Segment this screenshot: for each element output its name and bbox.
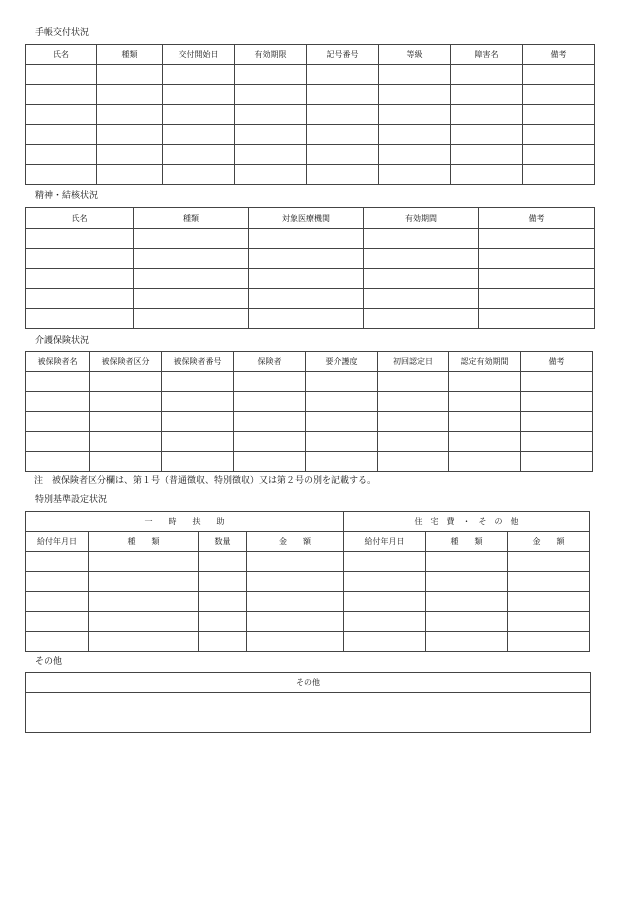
tokubetsu-cell[interactable]: [26, 552, 89, 572]
tokubetsu-cell[interactable]: [89, 572, 199, 592]
kaigo-header-cell: 初回認定日: [378, 352, 449, 372]
techo-cell[interactable]: [26, 125, 97, 145]
table-row: [26, 145, 595, 165]
table-row: [26, 85, 595, 105]
kaigo-header-cell: 被保険者区分: [90, 352, 162, 372]
tokubetsu-cell[interactable]: [344, 592, 426, 612]
kaigo-cell[interactable]: [449, 392, 521, 412]
techo-cell[interactable]: [235, 85, 307, 105]
techo-cell[interactable]: [451, 145, 523, 165]
tokubetsu-cell[interactable]: [426, 552, 508, 572]
seishin-cell[interactable]: [134, 289, 249, 309]
kaigo-cell[interactable]: [234, 392, 306, 412]
kaigo-cell[interactable]: [449, 432, 521, 452]
techo-cell[interactable]: [163, 65, 235, 85]
seishin-header-cell: 種類: [134, 208, 249, 229]
techo-table: [25, 44, 595, 185]
sonota-header: その他: [26, 673, 591, 693]
techo-cell[interactable]: [307, 105, 379, 125]
table-row: [26, 612, 590, 632]
techo-cell[interactable]: [523, 85, 595, 105]
kaigo-cell[interactable]: [234, 372, 306, 392]
techo-header-cell: 種類: [97, 45, 163, 65]
sonota-table: [25, 672, 591, 733]
kaigo-cell[interactable]: [90, 452, 162, 472]
kaigo-cell[interactable]: [449, 412, 521, 432]
techo-cell[interactable]: [307, 145, 379, 165]
kaigo-cell[interactable]: [234, 412, 306, 432]
tokubetsu-cell[interactable]: [344, 552, 426, 572]
kaigo-cell[interactable]: [449, 372, 521, 392]
kaigo-cell[interactable]: [306, 432, 378, 452]
techo-cell[interactable]: [379, 145, 451, 165]
tokubetsu-cell[interactable]: [426, 612, 508, 632]
techo-cell[interactable]: [523, 65, 595, 85]
techo-cell[interactable]: [451, 65, 523, 85]
techo-header-cell: 交付開始日: [163, 45, 235, 65]
kaigo-cell[interactable]: [306, 372, 378, 392]
kaigo-cell[interactable]: [521, 392, 593, 412]
tokubetsu-cell[interactable]: [247, 632, 344, 652]
table-row: [26, 125, 595, 145]
kaigo-cell[interactable]: [378, 432, 449, 452]
kaigo-cell[interactable]: [306, 412, 378, 432]
kaigo-cell[interactable]: [378, 392, 449, 412]
techo-cell[interactable]: [26, 65, 97, 85]
kaigo-cell[interactable]: [521, 452, 593, 472]
kaigo-cell[interactable]: [162, 392, 234, 412]
kaigo-cell[interactable]: [162, 412, 234, 432]
seishin-cell[interactable]: [26, 229, 134, 249]
kaigo-cell[interactable]: [162, 372, 234, 392]
kaigo-cell[interactable]: [234, 432, 306, 452]
kaigo-note: 注 被保険者区分欄は、第１号（普通徴収、特別徴収）又は第２号の別を記載する。: [34, 476, 377, 486]
tokubetsu-cell[interactable]: [508, 592, 590, 612]
table-row: [26, 592, 590, 612]
techo-cell[interactable]: [235, 145, 307, 165]
tokubetsu-cell[interactable]: [247, 592, 344, 612]
seishin-table: [25, 207, 595, 329]
kaigo-cell[interactable]: [26, 392, 90, 412]
table-row: [26, 392, 593, 412]
techo-header-cell: 等級: [379, 45, 451, 65]
techo-cell[interactable]: [163, 165, 235, 185]
techo-header-cell: 障害名: [451, 45, 523, 65]
techo-cell[interactable]: [379, 165, 451, 185]
table-row: [26, 105, 595, 125]
techo-cell[interactable]: [26, 85, 97, 105]
kaigo-cell[interactable]: [90, 412, 162, 432]
tokubetsu-group-row: [26, 512, 590, 532]
techo-cell[interactable]: [379, 105, 451, 125]
tokubetsu-cell[interactable]: [508, 632, 590, 652]
sonota-title: その他: [35, 657, 63, 667]
tokubetsu-header-cell: 数量: [199, 532, 247, 552]
kaigo-cell[interactable]: [306, 392, 378, 412]
kaigo-header-cell: 被保険者名: [26, 352, 90, 372]
group-jutakuhi-sonota: 住 宅 費 ・ そ の 他: [344, 512, 590, 532]
seishin-cell[interactable]: [364, 309, 479, 329]
tokubetsu-cell[interactable]: [508, 612, 590, 632]
kaigo-title: 介護保険状況: [35, 336, 90, 346]
tokubetsu-cell[interactable]: [247, 572, 344, 592]
tokubetsu-cell[interactable]: [344, 632, 426, 652]
seishin-cell[interactable]: [26, 289, 134, 309]
techo-cell[interactable]: [97, 65, 163, 85]
techo-cell[interactable]: [163, 85, 235, 105]
kaigo-cell[interactable]: [521, 432, 593, 452]
seishin-cell[interactable]: [134, 309, 249, 329]
seishin-cell[interactable]: [134, 249, 249, 269]
tokubetsu-cell[interactable]: [89, 632, 199, 652]
seishin-cell[interactable]: [134, 229, 249, 249]
techo-header-cell: 備考: [523, 45, 595, 65]
techo-header-cell: 記号番号: [307, 45, 379, 65]
table-row: [26, 572, 590, 592]
kaigo-cell[interactable]: [26, 432, 90, 452]
kaigo-header-cell: 被保険者番号: [162, 352, 234, 372]
tokubetsu-cell[interactable]: [199, 632, 247, 652]
techo-cell[interactable]: [97, 165, 163, 185]
tokubetsu-cell[interactable]: [199, 612, 247, 632]
techo-cell[interactable]: [235, 105, 307, 125]
techo-cell[interactable]: [451, 125, 523, 145]
tokubetsu-cell[interactable]: [508, 572, 590, 592]
techo-cell[interactable]: [451, 105, 523, 125]
tokubetsu-cell[interactable]: [508, 552, 590, 572]
techo-cell[interactable]: [307, 65, 379, 85]
tokubetsu-cell[interactable]: [426, 572, 508, 592]
tokubetsu-cell[interactable]: [199, 572, 247, 592]
kaigo-cell[interactable]: [162, 432, 234, 452]
techo-cell[interactable]: [26, 165, 97, 185]
tokubetsu-header-cell: 給付年月日: [26, 532, 89, 552]
tokubetsu-cell[interactable]: [26, 612, 89, 632]
seishin-cell[interactable]: [249, 309, 364, 329]
kaigo-cell[interactable]: [162, 452, 234, 472]
tokubetsu-cell[interactable]: [199, 552, 247, 572]
tokubetsu-cell[interactable]: [247, 552, 344, 572]
techo-cell[interactable]: [307, 165, 379, 185]
techo-cell[interactable]: [451, 85, 523, 105]
table-row: [26, 452, 593, 472]
seishin-cell[interactable]: [479, 269, 595, 289]
seishin-header-cell: 氏名: [26, 208, 134, 229]
seishin-cell[interactable]: [364, 269, 479, 289]
seishin-header-cell: 対象医療機関: [249, 208, 364, 229]
techo-cell[interactable]: [163, 145, 235, 165]
tokubetsu-cell[interactable]: [199, 592, 247, 612]
table-row: [26, 432, 593, 452]
seishin-cell[interactable]: [364, 249, 479, 269]
tokubetsu-cell[interactable]: [26, 632, 89, 652]
tokubetsu-header-cell: 金 額: [247, 532, 344, 552]
techo-cell[interactable]: [97, 125, 163, 145]
group-ichiji-fujo: 一 時 扶 助: [26, 512, 344, 532]
tokubetsu-cell[interactable]: [247, 612, 344, 632]
table-row: [26, 309, 595, 329]
seishin-cell[interactable]: [26, 249, 134, 269]
seishin-cell[interactable]: [479, 289, 595, 309]
tokubetsu-cell[interactable]: [426, 632, 508, 652]
kaigo-cell[interactable]: [26, 452, 90, 472]
tokubetsu-header-cell: 種 類: [426, 532, 508, 552]
techo-cell[interactable]: [97, 145, 163, 165]
techo-header-cell: 氏名: [26, 45, 97, 65]
seishin-header-cell: 備考: [479, 208, 595, 229]
kaigo-cell[interactable]: [90, 392, 162, 412]
tokubetsu-cell[interactable]: [89, 612, 199, 632]
seishin-cell[interactable]: [479, 249, 595, 269]
kaigo-cell[interactable]: [521, 372, 593, 392]
tokubetsu-title: 特別基準設定状況: [35, 495, 108, 505]
kaigo-cell[interactable]: [449, 452, 521, 472]
table-row: [26, 269, 595, 289]
seishin-cell[interactable]: [249, 249, 364, 269]
seishin-cell[interactable]: [134, 269, 249, 289]
table-row: [26, 632, 590, 652]
kaigo-cell[interactable]: [521, 412, 593, 432]
tokubetsu-table: [25, 511, 590, 652]
kaigo-header-cell: 備考: [521, 352, 593, 372]
tokubetsu-cell[interactable]: [89, 552, 199, 572]
kaigo-header-row: [26, 352, 593, 372]
seishin-cell[interactable]: [249, 269, 364, 289]
kaigo-cell[interactable]: [306, 452, 378, 472]
techo-cell[interactable]: [307, 85, 379, 105]
tokubetsu-cell[interactable]: [426, 592, 508, 612]
kaigo-header-cell: 要介護度: [306, 352, 378, 372]
tokubetsu-cell[interactable]: [89, 592, 199, 612]
techo-cell[interactable]: [307, 125, 379, 145]
kaigo-header-cell: 認定有効期間: [449, 352, 521, 372]
techo-cell[interactable]: [379, 65, 451, 85]
seishin-cell[interactable]: [364, 289, 479, 309]
tokubetsu-header-cell: 種 類: [89, 532, 199, 552]
tokubetsu-header-cell: 金 額: [508, 532, 590, 552]
techo-cell[interactable]: [523, 125, 595, 145]
techo-cell[interactable]: [379, 125, 451, 145]
techo-cell[interactable]: [163, 105, 235, 125]
kaigo-cell[interactable]: [234, 452, 306, 472]
techo-header-cell: 有効期限: [235, 45, 307, 65]
seishin-cell[interactable]: [249, 289, 364, 309]
techo-title: 手帳交付状況: [35, 28, 90, 38]
seishin-cell[interactable]: [479, 229, 595, 249]
kaigo-cell[interactable]: [378, 372, 449, 392]
techo-cell[interactable]: [97, 85, 163, 105]
techo-cell[interactable]: [451, 165, 523, 185]
seishin-cell[interactable]: [249, 229, 364, 249]
kaigo-cell[interactable]: [26, 412, 90, 432]
techo-cell[interactable]: [97, 105, 163, 125]
kaigo-cell[interactable]: [90, 432, 162, 452]
techo-cell[interactable]: [379, 85, 451, 105]
techo-cell[interactable]: [523, 165, 595, 185]
techo-cell[interactable]: [26, 105, 97, 125]
techo-cell[interactable]: [235, 65, 307, 85]
table-row: [26, 412, 593, 432]
table-row: [26, 552, 590, 572]
tokubetsu-cell[interactable]: [26, 572, 89, 592]
table-row: [26, 165, 595, 185]
techo-cell[interactable]: [523, 145, 595, 165]
kaigo-cell[interactable]: [378, 412, 449, 432]
seishin-cell[interactable]: [26, 309, 134, 329]
seishin-cell[interactable]: [26, 269, 134, 289]
seishin-cell[interactable]: [364, 229, 479, 249]
table-row: [26, 372, 593, 392]
table-row: [26, 289, 595, 309]
techo-cell[interactable]: [163, 125, 235, 145]
tokubetsu-header-row: [26, 532, 590, 552]
seishin-header-row: [26, 208, 595, 229]
seishin-title: 精神・結核状況: [35, 191, 99, 201]
kaigo-cell[interactable]: [90, 372, 162, 392]
kaigo-cell[interactable]: [26, 372, 90, 392]
seishin-cell[interactable]: [479, 309, 595, 329]
kaigo-cell[interactable]: [378, 452, 449, 472]
techo-header-row: [26, 45, 595, 65]
sonota-cell[interactable]: [26, 693, 591, 733]
table-row: [26, 249, 595, 269]
table-row: [26, 229, 595, 249]
tokubetsu-cell[interactable]: [344, 612, 426, 632]
techo-cell[interactable]: [523, 105, 595, 125]
kaigo-table: [25, 351, 593, 472]
table-row: [26, 65, 595, 85]
tokubetsu-header-cell: 給付年月日: [344, 532, 426, 552]
seishin-header-cell: 有効期間: [364, 208, 479, 229]
kaigo-header-cell: 保険者: [234, 352, 306, 372]
tokubetsu-cell[interactable]: [344, 572, 426, 592]
tokubetsu-cell[interactable]: [26, 592, 89, 612]
techo-cell[interactable]: [26, 145, 97, 165]
techo-cell[interactable]: [235, 125, 307, 145]
techo-cell[interactable]: [235, 165, 307, 185]
